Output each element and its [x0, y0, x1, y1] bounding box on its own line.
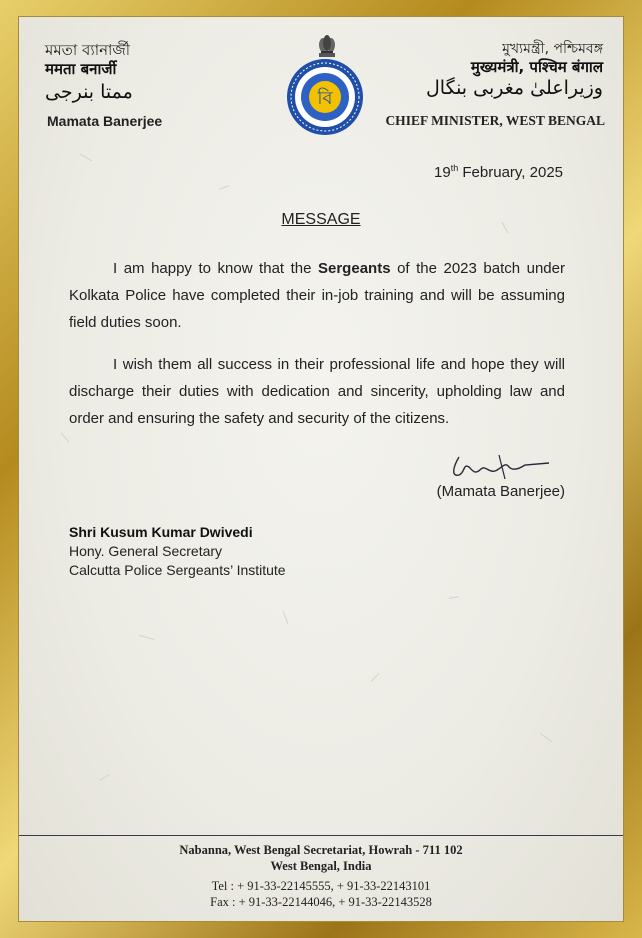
- letter-paper: [18, 16, 624, 922]
- state-emblem-icon: [315, 31, 339, 59]
- title-hindi: मुख्यमंत्री, पश्चिम बंगाल: [470, 58, 603, 76]
- recipient-designation: Hony. General Secretary: [69, 543, 223, 559]
- biswa-bangla-seal-icon: [285, 57, 365, 137]
- recipient-organisation: Calcutta Police Sergeants’ Institute: [69, 562, 286, 578]
- title-bengali: মুখ্যমন্ত্রী, পশ্চিমবঙ্গ: [502, 41, 603, 57]
- handwritten-signature: [429, 449, 569, 485]
- message-paragraph-1: I am happy to know that the Sergeants of the 2023 batch under Kolkata Police have completed their in-job training and will be assuming field duties soon.: [69, 260, 565, 331]
- title-urdu: وزیراعلیٰ مغربی بنگال: [425, 77, 603, 99]
- footer-address: Nabanna, West Bengal Secretariat, Howrah - 711 102: [179, 843, 463, 857]
- message-paragraph-2: I wish them all success in their professional life and hope they will discharge their duties with dedication and sincerity, upholding law and order and ensuring the safety and security of the citizens.: [69, 356, 565, 427]
- footer-state: West Bengal, India: [270, 859, 372, 873]
- footer-divider: [19, 835, 623, 836]
- footer-fax: Fax : + 91-33-22144046, + 91-33-22143528: [210, 895, 432, 909]
- recipient-name: Shri Kusum Kumar Dwivedi: [69, 524, 253, 540]
- message-heading: MESSAGE: [281, 211, 361, 228]
- svg-text:বি: বি: [317, 88, 333, 109]
- name-bengali: মমতা ব্যানার্জী: [45, 41, 131, 59]
- name-english: Mamata Banerjee: [47, 113, 163, 129]
- footer-telephone: Tel : + 91-33-22145555, + 91-33-22143101: [211, 879, 431, 893]
- signatory-name: (Mamata Banerjee): [436, 483, 565, 500]
- letter-date: 19th February, 2025: [434, 163, 563, 181]
- name-hindi: ममता बनार्जी: [45, 60, 117, 78]
- name-urdu: ممتا بنرجی: [45, 81, 133, 103]
- title-english: CHIEF MINISTER, WEST BENGAL: [385, 113, 605, 128]
